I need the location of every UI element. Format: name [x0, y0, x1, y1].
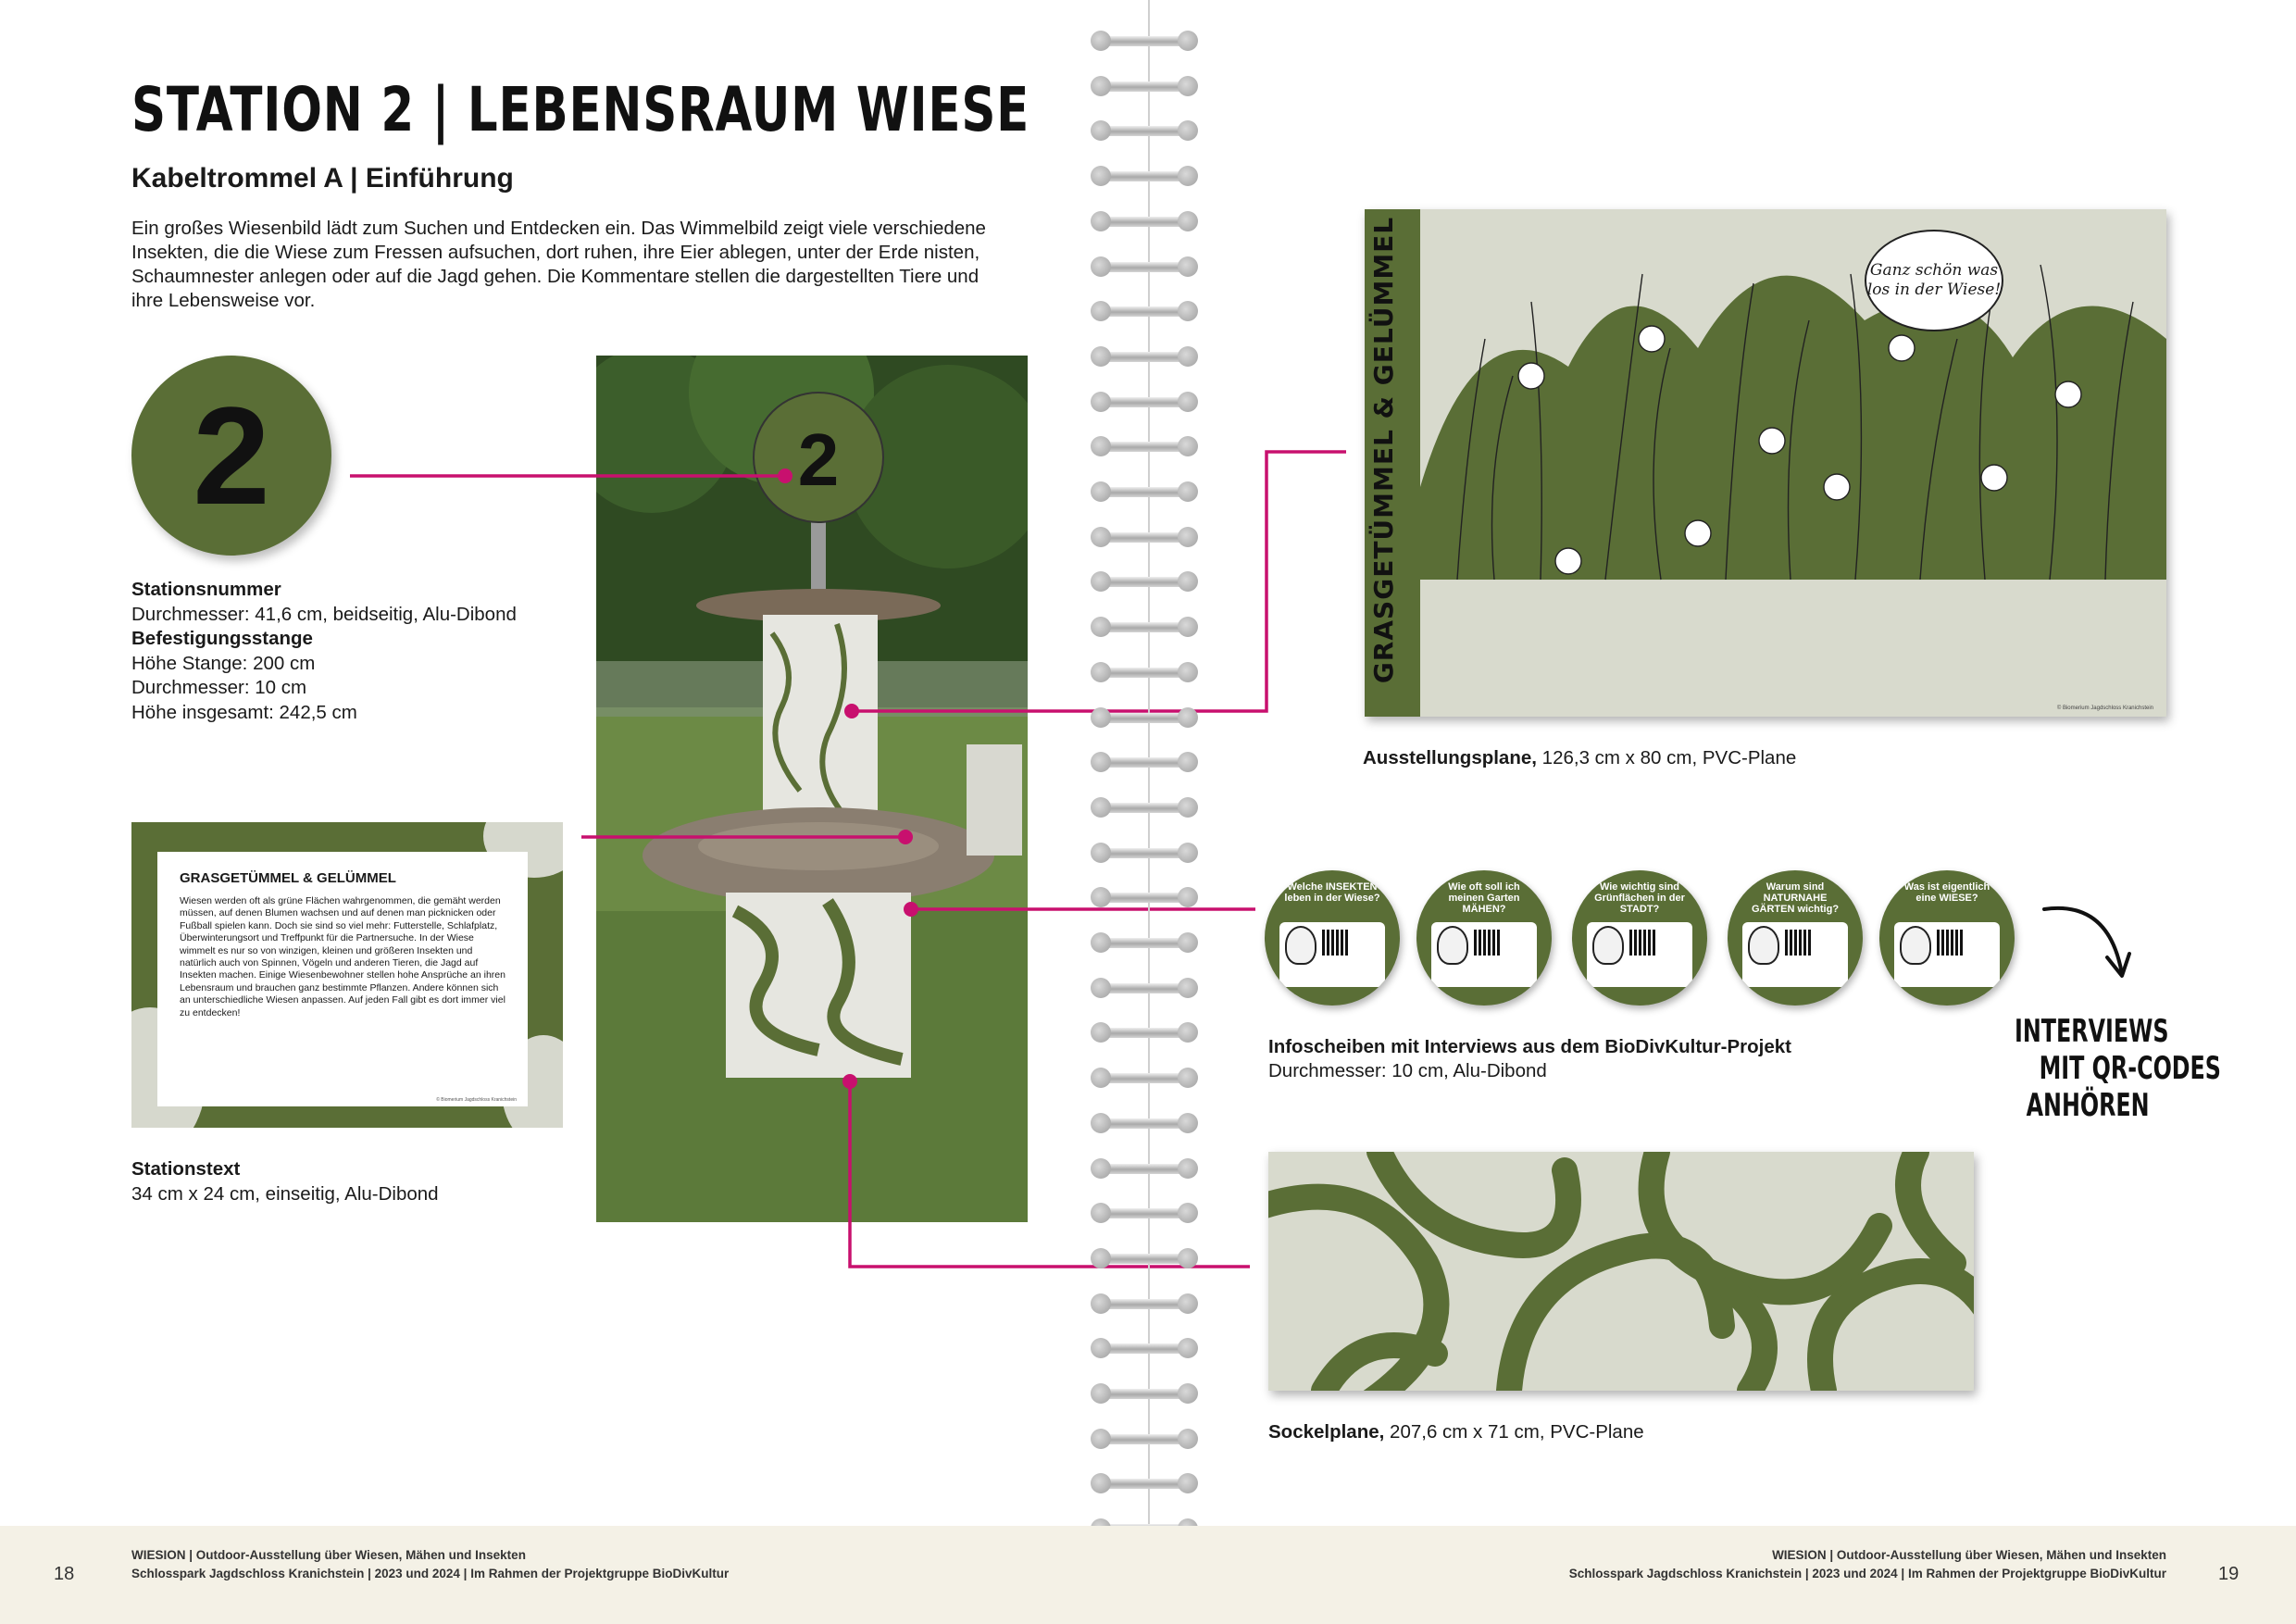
- station-text-copyright: © Biomerium Jagdschloss Kranichstein: [436, 1097, 517, 1103]
- station-number-diameter: Durchmesser: 41,6 cm, beidseitig, Alu-Dibond: [131, 603, 517, 625]
- sockel-caption: [1268, 1420, 1644, 1444]
- qr-code-icon: [1322, 930, 1348, 956]
- binding-ring: [1091, 1472, 1198, 1494]
- sockel-caption-rest: 207,6 cm x 71 cm, PVC-Plane: [1384, 1421, 1644, 1443]
- binding-ring: [1091, 300, 1198, 322]
- binding-ring: [1091, 526, 1198, 548]
- portrait-icon: [1748, 926, 1779, 965]
- interview-disc: [1879, 870, 2015, 1006]
- exhibition-plane-caption: [1363, 746, 1796, 770]
- station-number-badge: 2: [131, 356, 331, 556]
- disc-question: Wie wichtig sind Grünflächen in der STADT?: [1594, 881, 1685, 915]
- binding-ring: [1091, 30, 1198, 52]
- disc-question: Warum sind NATURNAHE GÄRTEN wichtig?: [1751, 881, 1840, 915]
- footer-right-line-1: WIESION | Outdoor-Ausstellung über Wiesen, Mähen und Insekten: [1772, 1548, 2166, 1562]
- portrait-icon: [1592, 926, 1624, 965]
- pole-diameter: Durchmesser: 10 cm: [131, 677, 307, 698]
- pole-height: Höhe Stange: 200 cm: [131, 652, 316, 674]
- plane-speech-bubble: Ganz schön was los in der Wiese!: [1865, 230, 2003, 331]
- binding-ring: [1091, 345, 1198, 368]
- binding-ring: [1091, 706, 1198, 729]
- interviews-handwritten-note: [2015, 1013, 2221, 1124]
- exhibition-plane-caption-rest: 126,3 cm x 80 cm, PVC-Plane: [1536, 747, 1797, 768]
- qr-code-icon: [1937, 930, 1963, 956]
- interview-disc: [1572, 870, 1707, 1006]
- binding-ring: [1091, 796, 1198, 818]
- qr-code-icon: [1629, 930, 1655, 956]
- binding-ring: [1091, 1293, 1198, 1315]
- plane-copyright: © Biomerium Jagdschloss Kranichstein: [2056, 706, 2153, 711]
- discs-caption-detail: Durchmesser: 10 cm, Alu-Dibond: [1268, 1060, 1547, 1081]
- station-number-heading: Stationsnummer: [131, 579, 281, 600]
- total-height: Höhe insgesamt: 242,5 cm: [131, 701, 357, 723]
- station-text-title: GRASGETÜMMEL & GELÜMMEL: [180, 870, 396, 886]
- binding-ring: [1091, 1428, 1198, 1450]
- binding-ring: [1091, 435, 1198, 457]
- binding-ring: [1091, 75, 1198, 97]
- binding-ring: [1091, 842, 1198, 864]
- binding-ring: [1091, 661, 1198, 683]
- interview-disc: [1416, 870, 1552, 1006]
- disc-question: Welche INSEKTEN leben in der Wiese?: [1284, 881, 1380, 904]
- disc-question: Was ist eigentlich eine WIESE?: [1903, 881, 1990, 904]
- interview-disc: [1728, 870, 1863, 1006]
- interview-disc: [1265, 870, 1400, 1006]
- binding-ring: [1091, 1021, 1198, 1043]
- portrait-icon: [1900, 926, 1931, 965]
- footer-left-line-1: WIESION | Outdoor-Ausstellung über Wiesen, Mähen und Insekten: [131, 1548, 526, 1562]
- footer-right-line-2: Schlosspark Jagdschloss Kranichstein | 2023 und 2024 | Im Rahmen der Projektgruppe BioDivKultur: [1568, 1567, 2166, 1580]
- page-title: STATION 2 | LEBENSRAUM WIESE: [131, 74, 1030, 145]
- binding-ring: [1091, 210, 1198, 232]
- plane-vertical-title: GRASGETÜMMEL & GELÜMMEL: [1368, 216, 1399, 684]
- binding-ring: [1091, 1202, 1198, 1224]
- interviews-line-2: MIT QR-CODES: [2039, 1050, 2221, 1087]
- curved-arrow-icon: [2037, 898, 2139, 991]
- exhibition-plane-image: [1365, 209, 2166, 717]
- binding-ring: [1091, 1337, 1198, 1359]
- binding-ring: [1091, 1382, 1198, 1405]
- binding-ring: [1091, 1247, 1198, 1269]
- binding-ring: [1091, 931, 1198, 954]
- pole-heading: Befestigungsstange: [131, 628, 313, 649]
- discs-caption-heading: Infoscheiben mit Interviews aus dem BioDivKultur-Projekt: [1268, 1036, 1792, 1057]
- station-text-body: Wiesen werden oft als grüne Flächen wahrgenommen, die gemäht werden müssen, auf denen Blumen wachsen und auf denen man picknicken oder Fußball spielen kann. Doch sie sind so viel mehr: Futterstelle, Schlafplatz, Überwinterungsort und Treffpunkt für die Partnersuche. In der Wiese wimmelt es nur so von winzigen, kleinen und größeren Insekten und natürlich auch von Spinnen, Vögeln und anderen Tieren, die Jagd auf Insekten machen. Einige Wiesenbewohner stellen hohe Ansprüche an ihren Lebensraum und brauchen ganz bestimmte Pflanzen. Andere können sich an unterschiedliche Wiesen anpassen. Auf jeden Fall gibt es dort immer viel zu entdecken!: [180, 895, 505, 1018]
- exhibition-plane-caption-bold: Ausstellungsplane,: [1363, 747, 1537, 768]
- binding-ring: [1091, 481, 1198, 503]
- page-number-right: 19: [2218, 1564, 2240, 1584]
- binding-ring: [1091, 570, 1198, 593]
- binding-ring: [1091, 165, 1198, 187]
- footer-text-right: [1569, 1546, 2166, 1583]
- binding-ring: [1091, 1112, 1198, 1134]
- photo-sign-number: 2: [797, 418, 840, 501]
- footer-text-left: [131, 1546, 729, 1583]
- page-number-left: 18: [54, 1564, 75, 1584]
- intro-paragraph: Ein großes Wiesenbild lädt zum Suchen und Entdecken ein. Das Wimmelbild zeigt viele verschiedene Insekten, die die Wiese zum Fressen aufsuchen, dort ruhen, ihre Eier ablegen, unter der Erde nisten, Schaumnester anlegen oder auf die Jagd gehen. Die Kommentare stellen die dargestellten Tiere und ihre Lebensweise vor.: [131, 218, 986, 311]
- meadow-illustration: [1420, 209, 2166, 717]
- disc-question: Wie oft soll ich meinen Garten MÄHEN?: [1448, 881, 1520, 915]
- discs-caption: [1268, 1035, 1791, 1083]
- interviews-line-1: INTERVIEWS: [2015, 1013, 2169, 1050]
- binding-ring: [1091, 886, 1198, 908]
- binding-ring: [1091, 256, 1198, 278]
- binding-ring: [1091, 616, 1198, 638]
- station-text-caption-heading: Stationstext: [131, 1158, 241, 1180]
- binding-ring: [1091, 391, 1198, 413]
- sockel-caption-bold: Sockelplane,: [1268, 1421, 1385, 1443]
- binding-ring: [1091, 977, 1198, 999]
- binding-ring: [1091, 751, 1198, 773]
- binding-ring: [1091, 1157, 1198, 1180]
- footer-left-line-2: Schlosspark Jagdschloss Kranichstein | 2023 und 2024 | Im Rahmen der Projektgruppe BioDivKultur: [131, 1567, 730, 1580]
- portrait-icon: [1285, 926, 1316, 965]
- sockel-plane-image: [1268, 1152, 1974, 1391]
- sockel-pattern: [1268, 1152, 1974, 1391]
- station-text-caption-detail: 34 cm x 24 cm, einseitig, Alu-Dibond: [131, 1182, 439, 1205]
- qr-code-icon: [1785, 930, 1811, 956]
- interviews-line-3: ANHÖREN: [2026, 1087, 2150, 1124]
- binding-ring: [1091, 1067, 1198, 1089]
- section-subtitle: Kabeltrommel A | Einführung: [131, 163, 514, 194]
- binding-ring: [1091, 119, 1198, 142]
- qr-code-icon: [1474, 930, 1500, 956]
- portrait-icon: [1437, 926, 1468, 965]
